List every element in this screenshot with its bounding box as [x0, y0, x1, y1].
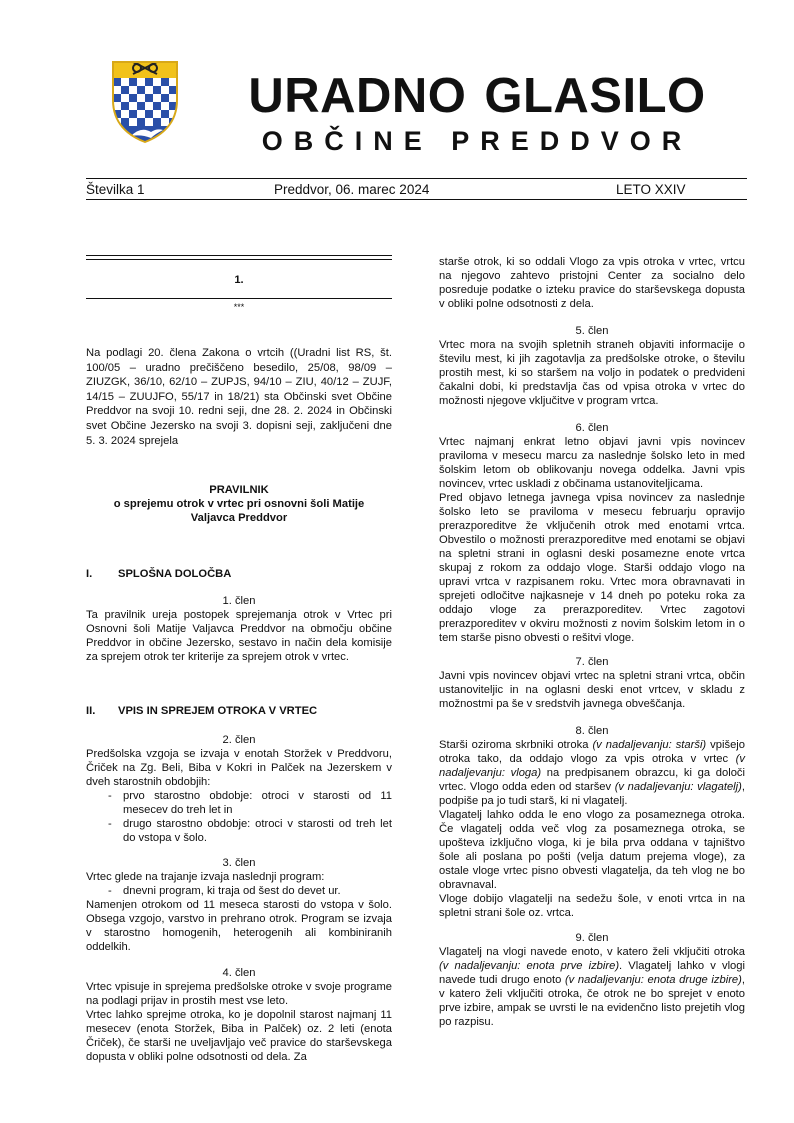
doc-rule-2: [86, 259, 392, 260]
section-1-number: I.: [86, 568, 93, 580]
article-9-term-first-choice: (v nadaljevanju: enota prve izbire): [439, 960, 620, 972]
article-4-text-2: Vrtec lahko sprejme otroka, ko je dopolnil starost najmanj 11 mesecev (enota Storžek, Biba in Palček) oz. 2 leti (enota Čriček), če starši ne uveljavljajo več pravice do starševskega dopusta v obliki polne odsotnosti od dela. Za: [86, 1009, 392, 1063]
article-4-continuation: starše otrok, ki so oddali Vlogo za vpis otroka v vrtec, vrtcu na njegovo zahtevo pristojni Center za socialno delo posreduje podatke o izteku pravice do starševskega dopusta v obliki polne odsotnosti z dela.: [439, 256, 745, 310]
article-5-text: Vrtec mora na svojih spletnih straneh objaviti informacije o številu mest, ki jih zagotavlja za predšolske otroke, o številu prostih mest, ki so staršem na voljo in podatek o predvideni čakalni dobi, ki predstavlja čas od vpisa otroka v vrtec do možnosti njegove vključitve v program vrtca.: [439, 339, 745, 407]
article-7: [439, 655, 745, 711]
article-1-heading: 1. člen: [222, 595, 256, 607]
article-5-heading: 5. člen: [575, 325, 609, 337]
article-8-text-1b: vpišejo otroka tako, da oddajo vlogo za vpis otroka v vrtec: [439, 739, 746, 765]
article-9-text-b: . Vlagatelj lahko v vlogi navede tudi drugo enoto: [439, 960, 745, 986]
separator-stars: ***: [233, 302, 245, 312]
article-9-text: [439, 945, 745, 1029]
regulation-title: PRAVILNIK: [209, 484, 269, 496]
masthead-title-word1: URADNO: [248, 69, 467, 123]
masthead-title-word2: GLASILO: [484, 69, 706, 123]
article-8-text-2: Vlagatelj lahko odda le eno vlogo za posameznega otroka. Če vlagatelj odda več vlog za posameznega otroka, se upošteva izključno vloga, ki je bila prva oddana v tajništvo šole ali poslana po pošti (velja datum prejema vloge), za ostale vloge vrtec pisno obvesti vlagatelja, da teh vlog ne bo obravnaval.: [439, 809, 745, 891]
issue-number: Številka 1: [86, 182, 145, 197]
article-3-text-1: Vrtec glede na trajanje izvaja naslednji program:: [86, 871, 325, 883]
masthead-rule-bottom: [86, 199, 747, 200]
article-1: [86, 594, 392, 664]
article-3-heading: 3. člen: [222, 857, 256, 869]
article-8-term-vlagatelj: (v nadaljevanju: vlagatelj): [614, 781, 742, 793]
article-6: [439, 421, 745, 645]
regulation-subtitle: o sprejemu otrok v vrtec pri osnovni šoli Matije Valjavca Preddvor: [113, 498, 365, 524]
article-5: [439, 324, 745, 408]
article-2-bullet-2: - drugo starostno obdobje: otroci v starosti od treh let do vstopa v šolo.: [86, 817, 392, 845]
masthead-rule-top: [86, 178, 747, 179]
article-8-text-1: [439, 738, 745, 808]
issue-year: LETO XXIV: [616, 182, 686, 197]
article-8-heading: 8. člen: [575, 725, 609, 737]
article-8-text-1c: na predpisanem obrazcu, ki ga določi vrtec. Vlogo odda eden od staršev: [439, 767, 745, 793]
doc-rule-3: [86, 298, 392, 299]
section-1-title: SPLOŠNA DOLOČBA: [118, 568, 232, 580]
masthead-subtitle: OBČINE PREDDVOR: [261, 126, 693, 156]
article-2-bullet-1: - prvo starostno obdobje: otroci v starosti od 11 mesecev do treh let in: [86, 789, 392, 817]
article-9: [439, 931, 745, 1029]
article-3-bullet-1: - dnevni program, ki traja od šest do devet ur.: [86, 884, 392, 898]
issue-place-date: Preddvor, 06. marec 2024: [274, 182, 430, 197]
article-2-heading: 2. člen: [222, 734, 256, 746]
preamble-text: Na podlagi 20. člena Zakona o vrtcih ((Uradni list RS, št. 100/05 – uradno prečiščeno besedilo, 25/08, 98/09 – ZIUZGK, 36/10, 62/10 – ZUPJS, 94/10 – ZIU, 40/12 – ZUJF, 14/15 – ZUUJFO, 55/17 in 18/21) sta Občinski svet Občine Preddvor na svoji 10. redni seji, dne 28. 2. 2024 in Občinski svet Občine Jezersko na svoji 3. dopisni seji, zaključeni dne 5. 3. 2024 sprejela: [86, 347, 392, 447]
article-4-heading: 4. člen: [222, 967, 256, 979]
article-7-text: Javni vpis novincev objavi vrtec na spletni strani vrtca, občin ustanoviteljic in na oglasni deski enot vrtcev, v skladu z možnostmi pa še v sredstvih javnega obveščanja.: [439, 670, 745, 710]
article-8-text-1d: , podpiše pa jo tudi starš, ki ni vlagatelj.: [439, 781, 745, 807]
article-8-text-1a: Starši oziroma skrbniki otroka: [439, 739, 593, 751]
article-6-text-2: Pred objavo letnega javnega vpisa novincev za naslednje šolsko leto se praviloma v mesecu februarju opravijo prerazporeditve že vključenih otrok med enotami vrtca. Obvestilo o možnosti prerazporeditve med enotami se objavi na spletni strani in oglasni deski posamezne enote vrtca skupaj z rokom za oddajo vloge. Starši oddajo vlogo na upravi vrtca v razpisanem roku. Vrtec mora obravnavati in sprejeti odločitve najkasneje v 14 dneh po poteku roka za oddajo vloge za prerazporeditev. Vrtec zagotovi prerazporeditev v okviru možnosti z novim šolskim letom in o tem starše pisno obvesti o rešitvi vloge.: [439, 492, 745, 644]
article-8: [439, 724, 745, 920]
masthead-title: [212, 68, 742, 124]
article-7-heading: 7. člen: [575, 656, 609, 668]
article-1-text: Ta pravilnik ureja postopek sprejemanja otrok v Vrtec pri Osnovni šoli Matije Valjavca Preddvor na območju občine Preddvor in občine Jezersko, sestavo in način dela komisije za sprejem otrok ter kriterije za sprejem otrok v vrtec.: [86, 609, 392, 663]
article-8-text-3: Vloge dobijo vlagatelji na sedežu šole, v enoti vrtca in na spletni strani šole oz. vrtca.: [439, 893, 745, 919]
article-2: [86, 733, 392, 845]
article-6-heading: 6. člen: [575, 422, 609, 434]
article-3: [86, 856, 392, 954]
article-4: [86, 966, 392, 1064]
article-6-text-1: Vrtec najmanj enkrat letno objavi javni vpis novincev praviloma v mesecu marcu za naslednje šolsko leto in med šolskim letom ob oblikovanju novega oddelka. Javni vpis novincev, vrtec uskladi z občinama ustanoviteljicama.: [439, 436, 745, 490]
document-number: 1.: [234, 274, 244, 286]
article-8-term-vloga: (v nadaljevanju: vloga): [439, 753, 745, 779]
article-9-text-c: , v katero želi vključiti otroka, če otrok ne bo sprejet v enoto prve izbire, ampak se uvrsti le na evidenčno listo prejetih vlog po razpisu.: [439, 974, 745, 1028]
article-4-text-1: Vrtec vpisuje in sprejema predšolske otroke v svoje programe na podlagi prijav in prostih mest vse leto.: [86, 981, 392, 1007]
doc-rule-1: [86, 255, 392, 256]
coat-of-arms-icon: [111, 60, 179, 144]
article-3-text-2: Namenjen otrokom od 11 meseca starosti do vstopa v šolo. Obsega vzgojo, varstvo in prehrano otrok. Program se izvaja v starostno homogenih, heterogenih ali kombiniranih oddelkih.: [86, 899, 392, 953]
section-2-title: VPIS IN SPREJEM OTROKA V VRTEC: [118, 705, 318, 717]
article-9-term-second-choice: (v nadaljevanju: enota druge izbire): [564, 974, 742, 986]
section-2-number: II.: [86, 705, 96, 717]
article-8-term-starsi: (v nadaljevanju: starši): [592, 739, 707, 751]
article-9-text-a: Vlagatelj na vlogi navede enoto, v katero želi vključiti otroka: [439, 946, 745, 958]
article-9-heading: 9. člen: [575, 932, 609, 944]
article-2-text: Predšolska vzgoja se izvaja v enotah Storžek v Preddvoru, Čriček na Zg. Beli, Biba v Kokri in Palček na Jezerskem v dveh starostnih obdobjih:: [86, 748, 392, 788]
